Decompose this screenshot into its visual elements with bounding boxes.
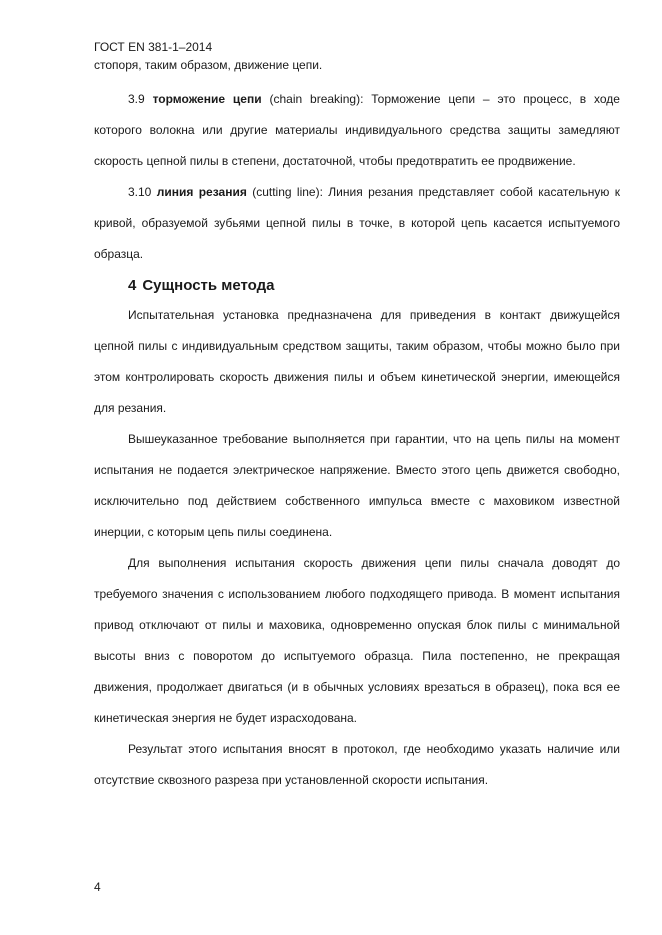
section-number: 4	[128, 277, 137, 294]
clause-number: 3.9	[128, 92, 145, 106]
page-body	[94, 84, 620, 796]
clause-text: (chain breaking): Торможение цепи – это процесс, в ходе которого волокна или другие материалы индивидуального средства защиты замедляют скорость цепной пилы в степени, достаточной, чтобы предотвратить ее продвижение.	[94, 92, 620, 168]
section-paragraph: Вышеуказанное требование выполняется при гарантии, что на цепь пилы на момент испытания не подается электрическое напряжение. Вместо этого цепь движется свободно, исключительно под действием собственного импульса вместе с маховиком известной инерции, с которым цепь пилы соединена.	[94, 432, 620, 539]
clause-term: линия резания	[156, 185, 247, 199]
continued-text: стопоря, таким образом, движение цепи.	[94, 58, 323, 72]
section-paragraph: Испытательная установка предназначена для приведения в контакт движущейся цепной пилы с индивидуальным средством защиты, таким образом, чтобы можно было при этом контролировать скорость движения пилы и объем кинетической энергии, имеющейся для резания.	[94, 308, 620, 415]
section-paragraph: Для выполнения испытания скорость движения цепи пилы сначала доводят до требуемого значения с использованием любого подходящего привода. В момент испытания привод отключают от пилы и маховика, одновременно опуская блок пилы с минимальной высоты вниз с поворотом до испытуемого образца. Пила постепенно, не прекращая движения, продолжает двигаться (и в обычных условиях врезаться в образец), пока вся ее кинетическая энергия не будет израсходована.	[94, 556, 620, 725]
clause-text: (cutting line): Линия резания представляет собой касательную к кривой, образуемой зубьями цепной пилы в точке, в которой цепь касается испытуемого образца.	[94, 185, 621, 261]
page-number: 4	[94, 880, 101, 894]
section-title: Сущность метода	[142, 277, 275, 294]
clause-number: 3.10	[128, 185, 152, 199]
clause-3-10	[94, 177, 620, 270]
clause-term: торможение цепи	[152, 92, 262, 106]
clause-3-9	[94, 84, 620, 177]
section-paragraph: Результат этого испытания вносят в протокол, где необходимо указать наличие или отсутствие сквозного разреза при установленной скорости испытания.	[94, 742, 620, 787]
section-heading	[128, 272, 620, 300]
running-header	[94, 38, 322, 74]
standard-designation: ГОСТ EN 381-1–2014	[94, 40, 213, 54]
